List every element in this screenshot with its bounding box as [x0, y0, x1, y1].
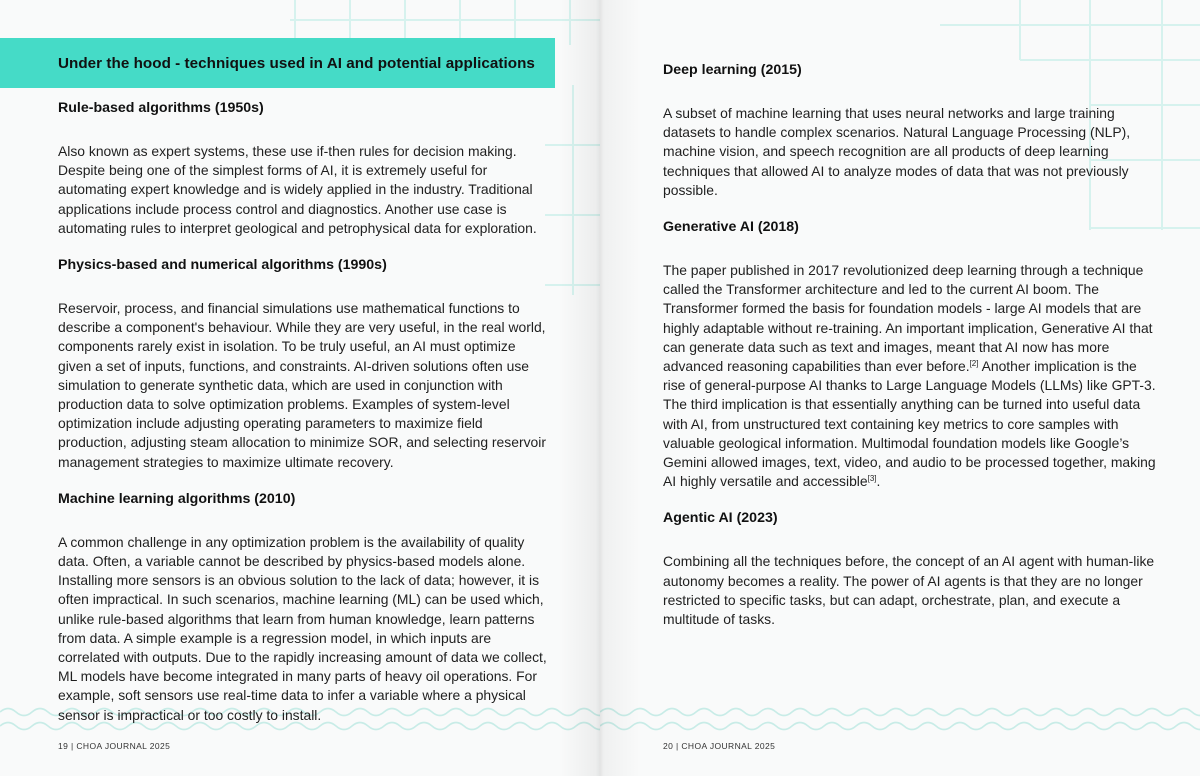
section-paragraph-deep-learning: A subset of machine learning that uses neural networks and large training datasets to handle complex scenarios. Natural Language Processing (NLP), machine vision, and speech recognition are all products of deep learning techniques that allowed AI to analyze modes of data that was not previously possible.	[663, 105, 1131, 198]
generative-ai-text-part1: The paper published in 2017 revolutionized deep learning through a technique called the Transformer architecture and led to the current AI boom. The Transformer formed the basis for foundation models - large AI models that are highly adaptable without re-training. An important implication, Generative AI that can generate data such as text and images, meant that AI now has more advanced reasoning capabilities than ever before.	[663, 262, 1153, 375]
left-column	[58, 98, 548, 725]
banner-title: Under the hood - techniques used in AI and potential applications	[58, 54, 535, 72]
section-heading-rule-based: Rule-based algorithms (1950s)	[58, 100, 264, 116]
section-paragraph-physics-based: Reservoir, process, and financial simulations use mathematical functions to describe a component's behaviour. While they are very useful, in the real world, components rarely exist in isolation. To be truly useful, an AI must optimize given a set of inputs, functions, and constraints. AI-driven solutions often use simulation to generate synthetic data, which are used in conjunction with production data to solve optimization problems. Examples of system-level optimization include adjusting operating parameters to maximize field production, adjusting steam allocation to minimize SOR, and selecting reservoir management strategies to maximize ultimate recovery.	[58, 300, 546, 470]
grid-decoration-right-left-page	[545, 85, 600, 295]
section-banner	[0, 38, 555, 88]
page-footer-left: 19 | CHOA JOURNAL 2025	[58, 741, 171, 751]
wave-decoration-right	[600, 700, 1200, 740]
section-heading-agentic-ai: Agentic AI (2023)	[663, 510, 778, 527]
footnote-3[interactable]: [3]	[867, 474, 877, 484]
generative-ai-text-end: .	[876, 473, 881, 490]
page-footer-right: 20 | CHOA JOURNAL 2025	[663, 741, 776, 751]
footnote-2[interactable]: [2]	[969, 359, 979, 369]
section-paragraph-agentic-ai: Combining all the techniques before, the concept of an AI agent with human-like autonomy becomes a reality. The power of AI agents is that they are no longer restricted to specific tasks, but can adapt, orchestrate, plan, and execute a multitude of tasks.	[663, 553, 1155, 628]
section-heading-physics-based: Physics-based and numerical algorithms (1990s)	[58, 257, 387, 274]
section-heading-deep-learning: Deep learning (2015)	[663, 62, 802, 78]
section-paragraph-machine-learning: A common challenge in any optimization problem is the availability of quality data. Often, a variable cannot be described by physics-based models alone. Installing more sensors is an obvious solution to the lack of data; however, it is often impractical. In such scenarios, machine learning (ML) can be used which, unlike rule-based algorithms that learn from human knowledge, learn patterns from data. A simple example is a regression model, in which inputs are correlated with outputs. Due to the rapidly increasing amount of data we collect, ML models have become integrated in many parts of heavy oil operations. For example, soft sensors use real-time data to infer a variable where a physical sensor is impractical or too costly to install.	[58, 533, 547, 723]
section-paragraph-generative-ai	[663, 261, 1158, 491]
section-paragraph-rule-based: Also known as expert systems, these use if-then rules for decision making. Despite being one of the simplest forms of AI, it is extremely useful for automating expert knowledge and is widely applied in the industry. Traditional applications include process control and diagnostics. Another use case is automating rules to interpret geological and petrophysical data for exploration.	[58, 143, 537, 236]
right-column	[663, 60, 1158, 629]
generative-ai-text-part2: Another implication is the rise of general-purpose AI thanks to Large Language Models (LLMs) like GPT-3. The third implication is that essentially anything can be turned into useful data with AI, from unstructured text containing key metrics to core samples with valuable geological information. Multimodal foundation models like Google’s Gemini allowed images, text, video, and audio to be processed together, making AI highly versatile and accessible	[663, 358, 1156, 490]
section-heading-generative-ai: Generative AI (2018)	[663, 219, 799, 236]
section-heading-machine-learning: Machine learning algorithms (2010)	[58, 490, 296, 507]
right-page	[600, 0, 1200, 776]
